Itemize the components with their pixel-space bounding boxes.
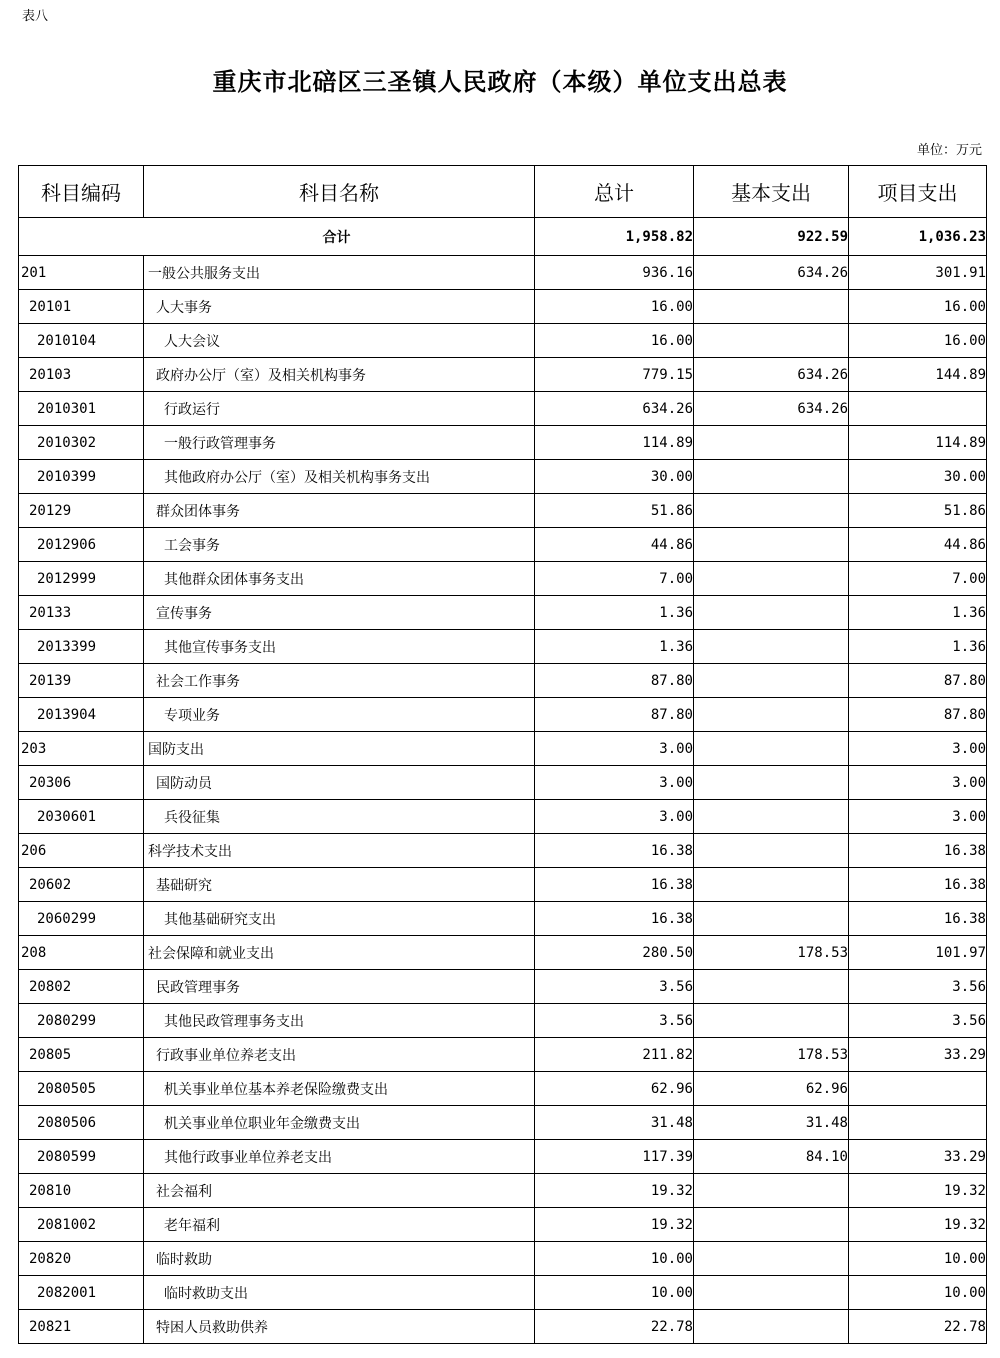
total-cell: 1.36 (535, 630, 694, 664)
total-cell: 22.78 (535, 1310, 694, 1344)
total-cell: 3.56 (535, 970, 694, 1004)
name-cell: 一般公共服务支出 (144, 256, 535, 290)
code-cell: 201 (19, 256, 144, 290)
table-row (19, 392, 987, 426)
table-row (19, 358, 987, 392)
code-cell: 20129 (19, 494, 144, 528)
total-cell: 10.00 (535, 1276, 694, 1310)
basic-cell (694, 1004, 849, 1038)
name-cell: 其他群众团体事务支出 (144, 562, 535, 596)
basic-cell (694, 528, 849, 562)
table-row (19, 1276, 987, 1310)
project-cell: 87.80 (849, 698, 987, 732)
name-cell: 一般行政管理事务 (144, 426, 535, 460)
project-cell: 30.00 (849, 460, 987, 494)
basic-cell: 178.53 (694, 936, 849, 970)
project-cell: 3.00 (849, 800, 987, 834)
table-row (19, 1004, 987, 1038)
code-cell: 2010302 (19, 426, 144, 460)
code-cell: 2012999 (19, 562, 144, 596)
basic-cell (694, 1208, 849, 1242)
project-cell: 3.56 (849, 1004, 987, 1038)
table-row (19, 800, 987, 834)
table-row (19, 290, 987, 324)
code-cell: 20306 (19, 766, 144, 800)
basic-cell (694, 970, 849, 1004)
code-cell: 2030601 (19, 800, 144, 834)
name-cell: 人大会议 (144, 324, 535, 358)
column-header-basic: 基本支出 (694, 166, 849, 218)
code-cell: 208 (19, 936, 144, 970)
name-cell: 专项业务 (144, 698, 535, 732)
project-cell: 16.00 (849, 324, 987, 358)
table-row (19, 936, 987, 970)
basic-cell (694, 732, 849, 766)
project-cell: 16.38 (849, 834, 987, 868)
basic-cell: 178.53 (694, 1038, 849, 1072)
total-cell: 211.82 (535, 1038, 694, 1072)
code-cell: 20103 (19, 358, 144, 392)
name-cell: 老年福利 (144, 1208, 535, 1242)
table-row (19, 970, 987, 1004)
total-cell: 3.56 (535, 1004, 694, 1038)
name-cell: 行政事业单位养老支出 (144, 1038, 535, 1072)
code-cell: 2013399 (19, 630, 144, 664)
table-row (19, 1310, 987, 1344)
table-row (19, 1174, 987, 1208)
name-cell: 人大事务 (144, 290, 535, 324)
code-cell: 2080599 (19, 1140, 144, 1174)
project-cell: 44.86 (849, 528, 987, 562)
code-cell: 2010301 (19, 392, 144, 426)
name-cell: 其他政府办公厅（室）及相关机构事务支出 (144, 460, 535, 494)
project-cell: 1.36 (849, 630, 987, 664)
name-cell: 其他基础研究支出 (144, 902, 535, 936)
code-cell: 2010104 (19, 324, 144, 358)
basic-cell (694, 426, 849, 460)
table-row (19, 426, 987, 460)
column-header-total: 总计 (535, 166, 694, 218)
basic-cell (694, 1310, 849, 1344)
basic-cell (694, 698, 849, 732)
basic-cell (694, 1276, 849, 1310)
basic-cell (694, 494, 849, 528)
project-cell: 33.29 (849, 1140, 987, 1174)
total-cell: 30.00 (535, 460, 694, 494)
code-cell: 206 (19, 834, 144, 868)
total-cell: 117.39 (535, 1140, 694, 1174)
name-cell: 社会福利 (144, 1174, 535, 1208)
project-cell: 3.56 (849, 970, 987, 1004)
name-cell: 临时救助支出 (144, 1276, 535, 1310)
total-cell: 3.00 (535, 766, 694, 800)
table-row (19, 834, 987, 868)
basic-cell (694, 562, 849, 596)
table-header-row (19, 166, 987, 218)
table-row (19, 902, 987, 936)
expenditure-table (18, 165, 987, 1344)
project-cell: 3.00 (849, 732, 987, 766)
table-row (19, 460, 987, 494)
basic-cell (694, 766, 849, 800)
table-row (19, 596, 987, 630)
name-cell: 社会保障和就业支出 (144, 936, 535, 970)
basic-cell: 634.26 (694, 358, 849, 392)
project-cell: 144.89 (849, 358, 987, 392)
basic-cell (694, 800, 849, 834)
table-row (19, 766, 987, 800)
project-cell: 114.89 (849, 426, 987, 460)
total-cell: 87.80 (535, 698, 694, 732)
basic-cell: 634.26 (694, 392, 849, 426)
project-cell: 3.00 (849, 766, 987, 800)
total-cell: 10.00 (535, 1242, 694, 1276)
name-cell: 政府办公厅（室）及相关机构事务 (144, 358, 535, 392)
code-cell: 20133 (19, 596, 144, 630)
code-cell: 20602 (19, 868, 144, 902)
total-cell: 3.00 (535, 800, 694, 834)
name-cell: 兵役征集 (144, 800, 535, 834)
project-cell: 101.97 (849, 936, 987, 970)
total-cell: 7.00 (535, 562, 694, 596)
project-cell (849, 392, 987, 426)
code-cell: 20820 (19, 1242, 144, 1276)
project-cell (849, 1106, 987, 1140)
code-cell: 2013904 (19, 698, 144, 732)
total-basic-cell: 922.59 (694, 218, 849, 256)
name-cell: 群众团体事务 (144, 494, 535, 528)
project-cell: 16.00 (849, 290, 987, 324)
table-row (19, 1072, 987, 1106)
code-cell: 20802 (19, 970, 144, 1004)
table-row (19, 630, 987, 664)
basic-cell (694, 324, 849, 358)
total-cell: 16.38 (535, 868, 694, 902)
table-row (19, 494, 987, 528)
table-row (19, 1106, 987, 1140)
code-cell: 2060299 (19, 902, 144, 936)
total-sum-cell: 1,958.82 (535, 218, 694, 256)
total-label: 合计 (19, 218, 535, 256)
column-header-code: 科目编码 (19, 166, 144, 218)
total-cell: 44.86 (535, 528, 694, 562)
basic-cell (694, 1242, 849, 1276)
total-cell: 16.00 (535, 324, 694, 358)
project-cell: 33.29 (849, 1038, 987, 1072)
name-cell: 工会事务 (144, 528, 535, 562)
code-cell: 20101 (19, 290, 144, 324)
basic-cell (694, 1174, 849, 1208)
project-cell (849, 1072, 987, 1106)
basic-cell: 634.26 (694, 256, 849, 290)
name-cell: 国防支出 (144, 732, 535, 766)
name-cell: 临时救助 (144, 1242, 535, 1276)
column-header-project: 项目支出 (849, 166, 987, 218)
table-row (19, 1242, 987, 1276)
name-cell: 其他宣传事务支出 (144, 630, 535, 664)
project-cell: 16.38 (849, 868, 987, 902)
total-cell: 87.80 (535, 664, 694, 698)
table-row (19, 1208, 987, 1242)
code-cell: 2081002 (19, 1208, 144, 1242)
basic-cell (694, 834, 849, 868)
name-cell: 特困人员救助供养 (144, 1310, 535, 1344)
code-cell: 2080299 (19, 1004, 144, 1038)
name-cell: 民政管理事务 (144, 970, 535, 1004)
total-cell: 114.89 (535, 426, 694, 460)
name-cell: 其他行政事业单位养老支出 (144, 1140, 535, 1174)
name-cell: 其他民政管理事务支出 (144, 1004, 535, 1038)
code-cell: 2080505 (19, 1072, 144, 1106)
name-cell: 机关事业单位基本养老保险缴费支出 (144, 1072, 535, 1106)
code-cell: 203 (19, 732, 144, 766)
table-row (19, 698, 987, 732)
project-cell: 87.80 (849, 664, 987, 698)
name-cell: 宣传事务 (144, 596, 535, 630)
project-cell: 7.00 (849, 562, 987, 596)
project-cell: 19.32 (849, 1208, 987, 1242)
project-cell: 22.78 (849, 1310, 987, 1344)
name-cell: 机关事业单位职业年金缴费支出 (144, 1106, 535, 1140)
project-cell: 51.86 (849, 494, 987, 528)
table-row (19, 868, 987, 902)
project-cell: 19.32 (849, 1174, 987, 1208)
project-cell: 301.91 (849, 256, 987, 290)
name-cell: 行政运行 (144, 392, 535, 426)
column-header-name: 科目名称 (144, 166, 535, 218)
name-cell: 社会工作事务 (144, 664, 535, 698)
basic-cell (694, 630, 849, 664)
total-cell: 16.00 (535, 290, 694, 324)
basic-cell (694, 902, 849, 936)
project-cell: 10.00 (849, 1242, 987, 1276)
code-cell: 2012906 (19, 528, 144, 562)
table-row (19, 256, 987, 290)
code-cell: 2010399 (19, 460, 144, 494)
total-cell: 16.38 (535, 834, 694, 868)
table-row (19, 324, 987, 358)
basic-cell (694, 290, 849, 324)
unit-label: 单位：万元 (916, 143, 982, 158)
basic-cell (694, 664, 849, 698)
project-cell: 16.38 (849, 902, 987, 936)
table-row (19, 528, 987, 562)
table-row (19, 664, 987, 698)
total-cell: 3.00 (535, 732, 694, 766)
table-row (19, 562, 987, 596)
table-row (19, 732, 987, 766)
total-project-cell: 1,036.23 (849, 218, 987, 256)
basic-cell (694, 596, 849, 630)
total-cell: 19.32 (535, 1208, 694, 1242)
total-cell: 634.26 (535, 392, 694, 426)
total-cell: 51.86 (535, 494, 694, 528)
basic-cell (694, 460, 849, 494)
code-cell: 20821 (19, 1310, 144, 1344)
total-cell: 280.50 (535, 936, 694, 970)
total-cell: 936.16 (535, 256, 694, 290)
total-cell: 31.48 (535, 1106, 694, 1140)
basic-cell (694, 868, 849, 902)
basic-cell: 31.48 (694, 1106, 849, 1140)
total-row (19, 218, 987, 256)
table-row (19, 1140, 987, 1174)
code-cell: 2082001 (19, 1276, 144, 1310)
code-cell: 20139 (19, 664, 144, 698)
project-cell: 10.00 (849, 1276, 987, 1310)
code-cell: 2080506 (19, 1106, 144, 1140)
name-cell: 基础研究 (144, 868, 535, 902)
name-cell: 国防动员 (144, 766, 535, 800)
page-title: 重庆市北碚区三圣镇人民政府（本级）单位支出总表 (212, 68, 788, 96)
code-cell: 20805 (19, 1038, 144, 1072)
document-label: 表八 (22, 9, 49, 24)
code-cell: 20810 (19, 1174, 144, 1208)
total-cell: 62.96 (535, 1072, 694, 1106)
total-cell: 779.15 (535, 358, 694, 392)
total-cell: 16.38 (535, 902, 694, 936)
basic-cell: 62.96 (694, 1072, 849, 1106)
basic-cell: 84.10 (694, 1140, 849, 1174)
table-row (19, 1038, 987, 1072)
name-cell: 科学技术支出 (144, 834, 535, 868)
project-cell: 1.36 (849, 596, 987, 630)
total-cell: 1.36 (535, 596, 694, 630)
total-cell: 19.32 (535, 1174, 694, 1208)
